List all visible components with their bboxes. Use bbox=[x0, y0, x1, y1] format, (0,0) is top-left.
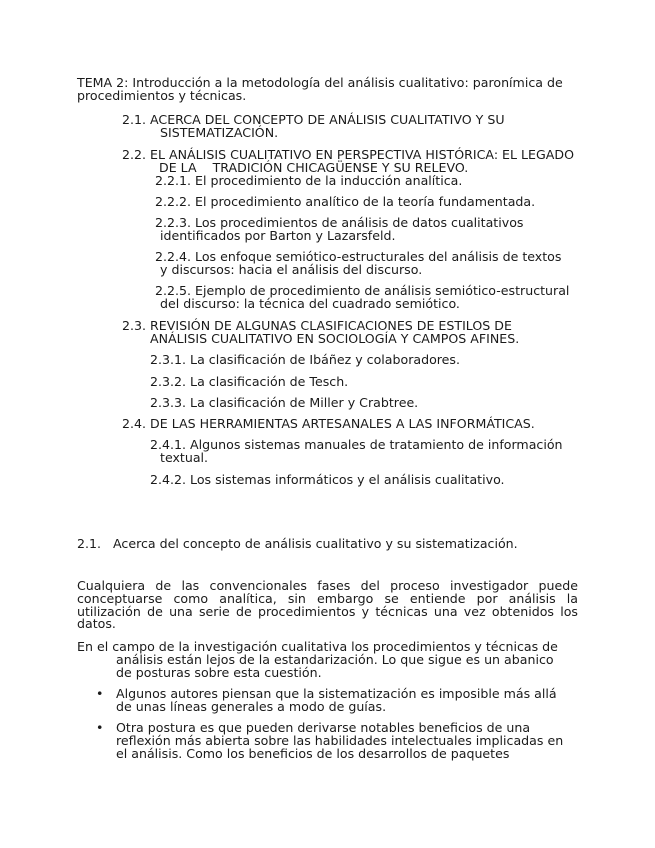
title-line: procedimientos y técnicas. bbox=[77, 87, 247, 103]
toc-text: ANÁLISIS CUALITATIVO EN SOCIOLOGÍA Y CAMPOS AFINES. bbox=[150, 330, 520, 346]
toc-item-2-2 bbox=[122, 149, 574, 175]
toc-item-2-4-2 bbox=[150, 474, 505, 487]
toc-text: textual. bbox=[160, 449, 209, 465]
title-line: TEMA 2: Introducción a la metodología del análisis cualitativo: paronímica de bbox=[77, 75, 563, 90]
toc-text: 2.3.3. La clasificación de Miller y Crabtree. bbox=[150, 395, 419, 410]
toc-text: 2.2.5. Ejemplo de procedimiento de análisis semiótico-estructural bbox=[155, 283, 570, 298]
toc-item-2-4-1 bbox=[150, 439, 563, 465]
list-item: Otra postura es que pueden derivarse notables beneficios de una reflexión más abierta sobre las habilidades intelectuales implicadas en el análisis. Como los beneficios de los desarrollos de paquetes bbox=[116, 720, 564, 761]
paragraph-line: En el campo de la investigación cualitativa los procedimientos y técnicas de bbox=[77, 639, 558, 654]
toc-item-2-4 bbox=[122, 418, 535, 431]
toc-text: 2.3.2. La clasificación de Tesch. bbox=[150, 374, 349, 389]
paragraph: Cualquiera de las convencionales fases del proceso investigador puede conceptuarse como analítica, sin embargo se entiende por análisis la utilización de una serie de procedimientos y técnicas una vez obtenidos los datos. bbox=[77, 578, 578, 632]
toc-item-2-2-3 bbox=[155, 217, 523, 243]
toc-text: 2.2.2. El procedimiento analítico de la teoría fundamentada. bbox=[155, 194, 536, 209]
document-title bbox=[77, 77, 587, 103]
toc-item-2-2-5 bbox=[155, 285, 569, 311]
paragraph-line: análisis están lejos de la estandarización. Lo que sigue es un abanico bbox=[116, 651, 554, 667]
toc-text: 2.4.2. Los sistemas informáticos y el análisis cualitativo. bbox=[150, 472, 505, 487]
toc-text: 2.3.1. La clasificación de Ibáñez y colaboradores. bbox=[150, 352, 460, 367]
toc-text: 2.3. REVISIÓN DE ALGUNAS CLASIFICACIONES DE ESTILOS DE bbox=[122, 318, 512, 333]
toc-item-2-3-1 bbox=[150, 354, 460, 367]
toc-item-2-1 bbox=[122, 114, 505, 140]
toc-text: y discursos: hacia el análisis del discurso. bbox=[160, 261, 423, 277]
toc-item-2-3-2 bbox=[150, 376, 348, 389]
toc-item-2-2-1 bbox=[155, 175, 462, 188]
section-heading: 2.1. Acerca del concepto de análisis cualitativo y su sistematización. bbox=[77, 536, 518, 551]
toc-text: 2.2.1. El procedimiento de la inducción analítica. bbox=[155, 173, 463, 188]
toc-text: 2.4. DE LAS HERRAMIENTAS ARTESANALES A LAS INFORMÁTICAS. bbox=[122, 416, 535, 431]
bullet-marker: • bbox=[96, 686, 104, 701]
toc-text: SISTEMATIZACIÓN. bbox=[160, 124, 279, 140]
toc-item-2-3 bbox=[122, 320, 519, 346]
toc-text: 2.2.3. Los procedimientos de análisis de datos cualitativos bbox=[155, 215, 524, 230]
toc-item-2-2-4 bbox=[155, 251, 561, 277]
bullet-marker: • bbox=[96, 720, 104, 735]
toc-item-2-3-3 bbox=[150, 397, 418, 410]
toc-text: 2.1. ACERCA DEL CONCEPTO DE ANÁLISIS CUALITATIVO Y SU bbox=[122, 112, 505, 127]
paragraph bbox=[77, 641, 578, 679]
toc-text: del discurso: la técnica del cuadrado semiótico. bbox=[160, 295, 460, 311]
toc-text: DE LA TRADICIÓN CHICAGÜENSE Y SU RELEVO. bbox=[159, 159, 469, 175]
paragraph-line: de posturas sobre esta cuestión. bbox=[116, 664, 322, 680]
toc-text: 2.2. EL ANÁLISIS CUALITATIVO EN PERSPECTIVA HISTÓRICA: EL LEGADO bbox=[122, 147, 574, 162]
toc-item-2-2-2 bbox=[155, 196, 535, 209]
list-item: Algunos autores piensan que la sistematización es imposible más allá de unas líneas generales a modo de guías. bbox=[116, 686, 557, 714]
toc-text: 2.2.4. Los enfoque semiótico-estructurales del análisis de textos bbox=[155, 249, 562, 264]
toc-text: 2.4.1. Algunos sistemas manuales de tratamiento de información bbox=[150, 437, 563, 452]
toc-text: identificados por Barton y Lazarsfeld. bbox=[160, 227, 396, 243]
